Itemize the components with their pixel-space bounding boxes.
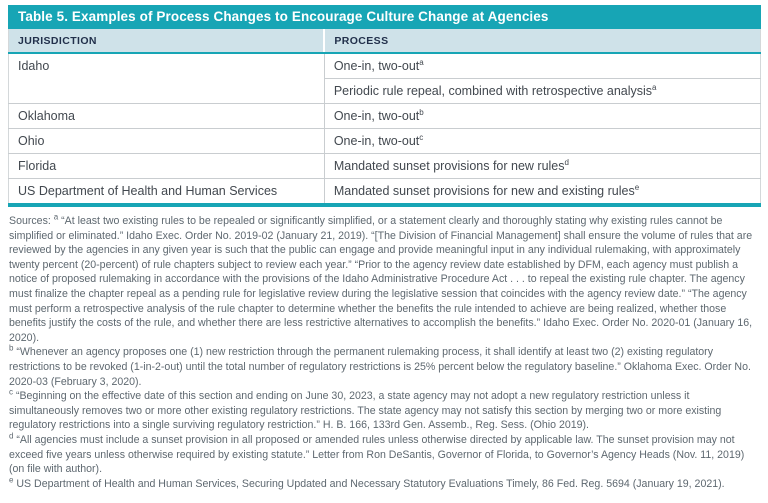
process-cell: Mandated sunset provisions for new and existing rules$^e$ bbox=[324, 179, 760, 206]
footnote: $^b$ “Whenever an agency proposes one (1) new restriction through the permanent rulemaking process, it shall identify at least two (2) existing regulatory restrictions to be revoked (1-in-2-out) until the total number of regulatory restrictions is 25% percent below the regulatory baseline.” Oklahoma Exec. Order No. 2020-03 (February 3, 2020). bbox=[9, 343, 751, 388]
jurisdiction-cell: Florida bbox=[9, 154, 325, 179]
footnote-marker: d bbox=[9, 431, 14, 441]
footnote-ref: a bbox=[419, 57, 424, 67]
footnote-marker: c bbox=[9, 387, 13, 397]
footnote-ref: d bbox=[564, 157, 569, 167]
table-row bbox=[9, 129, 761, 154]
jurisdiction-cell: Ohio bbox=[9, 129, 325, 154]
footnote-ref: e bbox=[634, 182, 640, 192]
footnote-marker: a bbox=[53, 212, 59, 222]
table-5-block bbox=[8, 5, 761, 207]
column-header-process: PROCESS bbox=[324, 29, 760, 53]
process-cell: Mandated sunset provisions for new rules$^d$ bbox=[324, 154, 760, 179]
process-cell: One-in, two-out$^a$ bbox=[324, 53, 760, 79]
footnote-ref: b bbox=[419, 107, 424, 117]
footnote-ref: a bbox=[652, 82, 657, 92]
footnote: $^d$ “All agencies must include a sunset provision in all proposed or amended rules unless otherwise directed by applicable law. The sunset provision may not exceed five years unless otherwise required by existing statute.” Letter from Ron DeSantis, Governor of Florida, to Governor’s Agency Heads (Nov. 11, 2019) (on file with author). bbox=[9, 431, 745, 476]
process-cell: One-in, two-out$^c$ bbox=[324, 129, 760, 154]
table-body bbox=[9, 53, 761, 205]
jurisdiction-cell: Oklahoma bbox=[9, 104, 325, 129]
table-row bbox=[9, 104, 761, 129]
sources-footnotes bbox=[8, 214, 761, 491]
footnote-marker: e bbox=[9, 475, 14, 485]
table-row bbox=[9, 154, 761, 179]
process-cell: One-in, two-out$^b$ bbox=[324, 104, 760, 129]
column-header-jurisdiction: JURISDICTION bbox=[9, 29, 325, 53]
process-cell: Periodic rule repeal, combined with retrospective analysis$^a$ bbox=[324, 79, 760, 104]
footnote: Sources: $^a$ “At least two existing rules to be repealed or significantly simplified, or a statement clearly and thoroughly stating why existing rules cannot be simplified or eliminated.” Idaho Exec. Order No. 2019-02 (January 21, 2019). “[The Division of Financial Management] shall ensure the volume of rules that are reviewed by the agencies in any given year is such that the public can engage and provide meaningful input in any individual rulemaking, with approximately twenty percent (20-percent) of rule chapters subject to review each year.” “Prior to the agency review date established by DFM, each agency must publish a notice of proposed rulemaking in accordance with the provisions of the Idaho Administrative Procedure Act . . . to repeal the existing rule chapter. The agency must finalize the chapter repeal as a pending rule for legislative review during the legislative session that coincides with the agency review date.” “The agency must perform a retrospective analysis of the rule chapter to determine whether the benefits the rule intended to achieve are being realized, whether those benefits justify the costs of the rule, and whether there are less restrictive alternatives to accomplish the benefits.” Idaho Exec. Order No. 2020-01 (January 16, 2020). bbox=[9, 212, 753, 344]
jurisdiction-cell: Idaho bbox=[9, 53, 325, 104]
jurisdiction-cell: US Department of Health and Human Services bbox=[9, 179, 325, 206]
footnote-marker: b bbox=[9, 343, 14, 353]
footnote: $^e$ US Department of Health and Human Services, Securing Updated and Necessary Statutory Evaluations Timely, 86 Fed. Reg. 5694 (January 19, 2021). bbox=[9, 475, 725, 490]
table-header-row bbox=[9, 29, 761, 53]
table-title: Table 5. Examples of Process Changes to Encourage Culture Change at Agencies bbox=[8, 5, 761, 29]
footnote: $^c$ “Beginning on the effective date of this section and ending on June 30, 2023, a state agency may not adopt a new regulatory restriction unless it simultaneously removes two or more other existing regulatory restrictions. The state agency may not satisfy this section by merging two or more existing regulatory restrictions into a single surviving regulatory restriction.” H. B. 166, 133rd Gen. Assemb., Reg. Sess. (Ohio 2019). bbox=[9, 387, 722, 432]
table-row bbox=[9, 53, 761, 79]
table-row bbox=[9, 179, 761, 206]
footnote-ref: c bbox=[419, 132, 424, 142]
process-changes-table bbox=[8, 29, 761, 207]
